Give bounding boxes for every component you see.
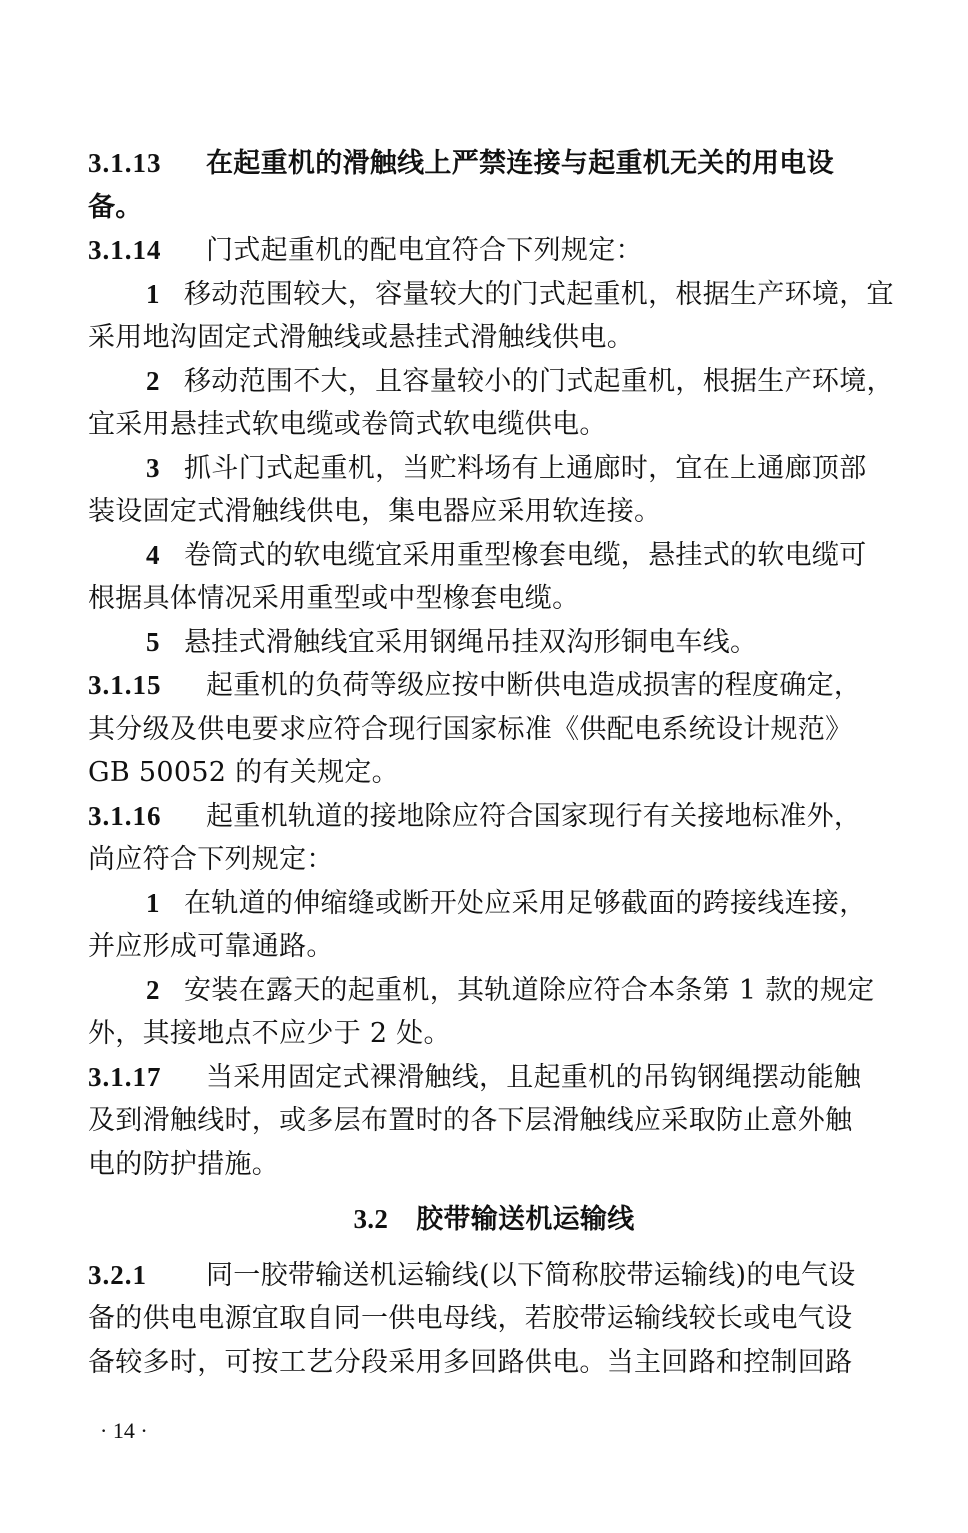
clause-3-1-16: [88, 795, 900, 839]
item-text: 在轨道的伸缩缝或断开处应采用足够截面的跨接线连接，: [184, 887, 867, 919]
clause-text-continued: 及到滑触线时，或多层布置时的各下层滑触线应采取防止意外触: [88, 1105, 853, 1136]
section-title: 胶带输送机运输线: [416, 1204, 635, 1235]
section-heading: [88, 1198, 900, 1242]
clause-3-1-14: [88, 229, 900, 273]
clause-number: 3.1.16: [88, 800, 162, 831]
clause-text: 起重机的负荷等级应按中断供电造成损害的程度确定，: [206, 670, 862, 701]
clause-number: 3.1.17: [88, 1061, 162, 1092]
list-item: [88, 882, 900, 926]
list-item: [88, 360, 900, 404]
clause-text: 门式起重机的配电宜符合下列规定：: [206, 235, 643, 266]
document-body: [88, 142, 900, 1384]
item-text: 抓斗门式起重机，当贮料场有上通廊时，宜在上通廊顶部: [184, 452, 867, 484]
clause-number: 3.2.1: [88, 1259, 147, 1290]
list-item: [88, 447, 900, 491]
item-text-continued: 装设固定式滑触线供电，集电器应采用软连接。: [88, 496, 662, 527]
item-number: 5: [146, 626, 160, 657]
item-text-continued: 并应形成可靠通路。: [88, 931, 334, 962]
item-number: 2: [146, 365, 160, 396]
list-item: [88, 534, 900, 578]
clause-text-continued: 备的供电电源宜取自同一供电母线，若胶带运输线较长或电气设: [88, 1303, 853, 1334]
clause-number: 3.1.15: [88, 670, 162, 700]
item-number: 2: [146, 974, 160, 1005]
item-text: 移动范围不大，且容量较小的门式起重机，根据生产环境，: [184, 365, 894, 397]
clause-text-continued: 其分级及供电要求应符合现行国家标准《供配电系统设计规范》: [88, 713, 853, 745]
clause-3-2-1: [88, 1254, 900, 1298]
clause-text-continued: 备较多时，可按工艺分段采用多回路供电。当主回路和控制回路: [88, 1346, 853, 1378]
clause-3-1-15: [88, 664, 900, 708]
page-number: · 14 ·: [100, 1418, 148, 1443]
clause-text: 在起重机的滑触线上严禁连接与起重机无关的用电设: [206, 148, 834, 179]
clause-text: 起重机轨道的接地除应符合国家现行有关接地标准外，: [206, 800, 862, 832]
item-text: 悬挂式滑触线宜采用钢绳吊挂双沟形铜电车线。: [184, 626, 758, 658]
item-text: 移动范围较大，容量较大的门式起重机，根据生产环境，宜: [184, 278, 894, 310]
list-item: [88, 621, 900, 665]
clause-text: 当采用固定式裸滑触线，且起重机的吊钩钢绳摆动能触: [206, 1061, 862, 1093]
clause-text-continued: GB 50052 的有关规定。: [88, 757, 399, 788]
item-number: 1: [146, 887, 160, 918]
item-text-continued: 宜采用悬挂式软电缆或卷筒式软电缆供电。: [88, 409, 607, 440]
clause-text-continued: 电的防护措施。: [88, 1148, 280, 1180]
clause-text-continued: 尚应符合下列规定：: [88, 844, 334, 875]
item-text-continued: 采用地沟固定式滑触线或悬挂式滑触线供电。: [88, 322, 634, 353]
item-text: 卷筒式的软电缆宜采用重型橡套电缆，悬挂式的软电缆可: [184, 539, 867, 571]
clause-number: 3.1.13: [88, 148, 162, 178]
item-number: 3: [146, 452, 160, 483]
clause-text-continued: 备。: [88, 191, 143, 223]
item-text-continued: 根据具体情况采用重型或中型橡套电缆。: [88, 583, 580, 614]
clause-3-1-17: [88, 1056, 900, 1100]
clause-text: 同一胶带输送机运输线(以下简称胶带运输线)的电气设: [206, 1259, 856, 1291]
item-number: 4: [146, 539, 160, 570]
item-text: 安装在露天的起重机，其轨道除应符合本条第 1 款的规定: [184, 974, 875, 1006]
clause-3-1-13: [88, 142, 900, 186]
list-item: [88, 273, 900, 317]
list-item: [88, 969, 900, 1013]
item-number: 1: [146, 278, 160, 309]
item-text-continued: 外，其接地点不应少于 2 处。: [88, 1018, 451, 1049]
section-number: 3.2: [353, 1204, 389, 1234]
clause-number: 3.1.14: [88, 235, 162, 265]
